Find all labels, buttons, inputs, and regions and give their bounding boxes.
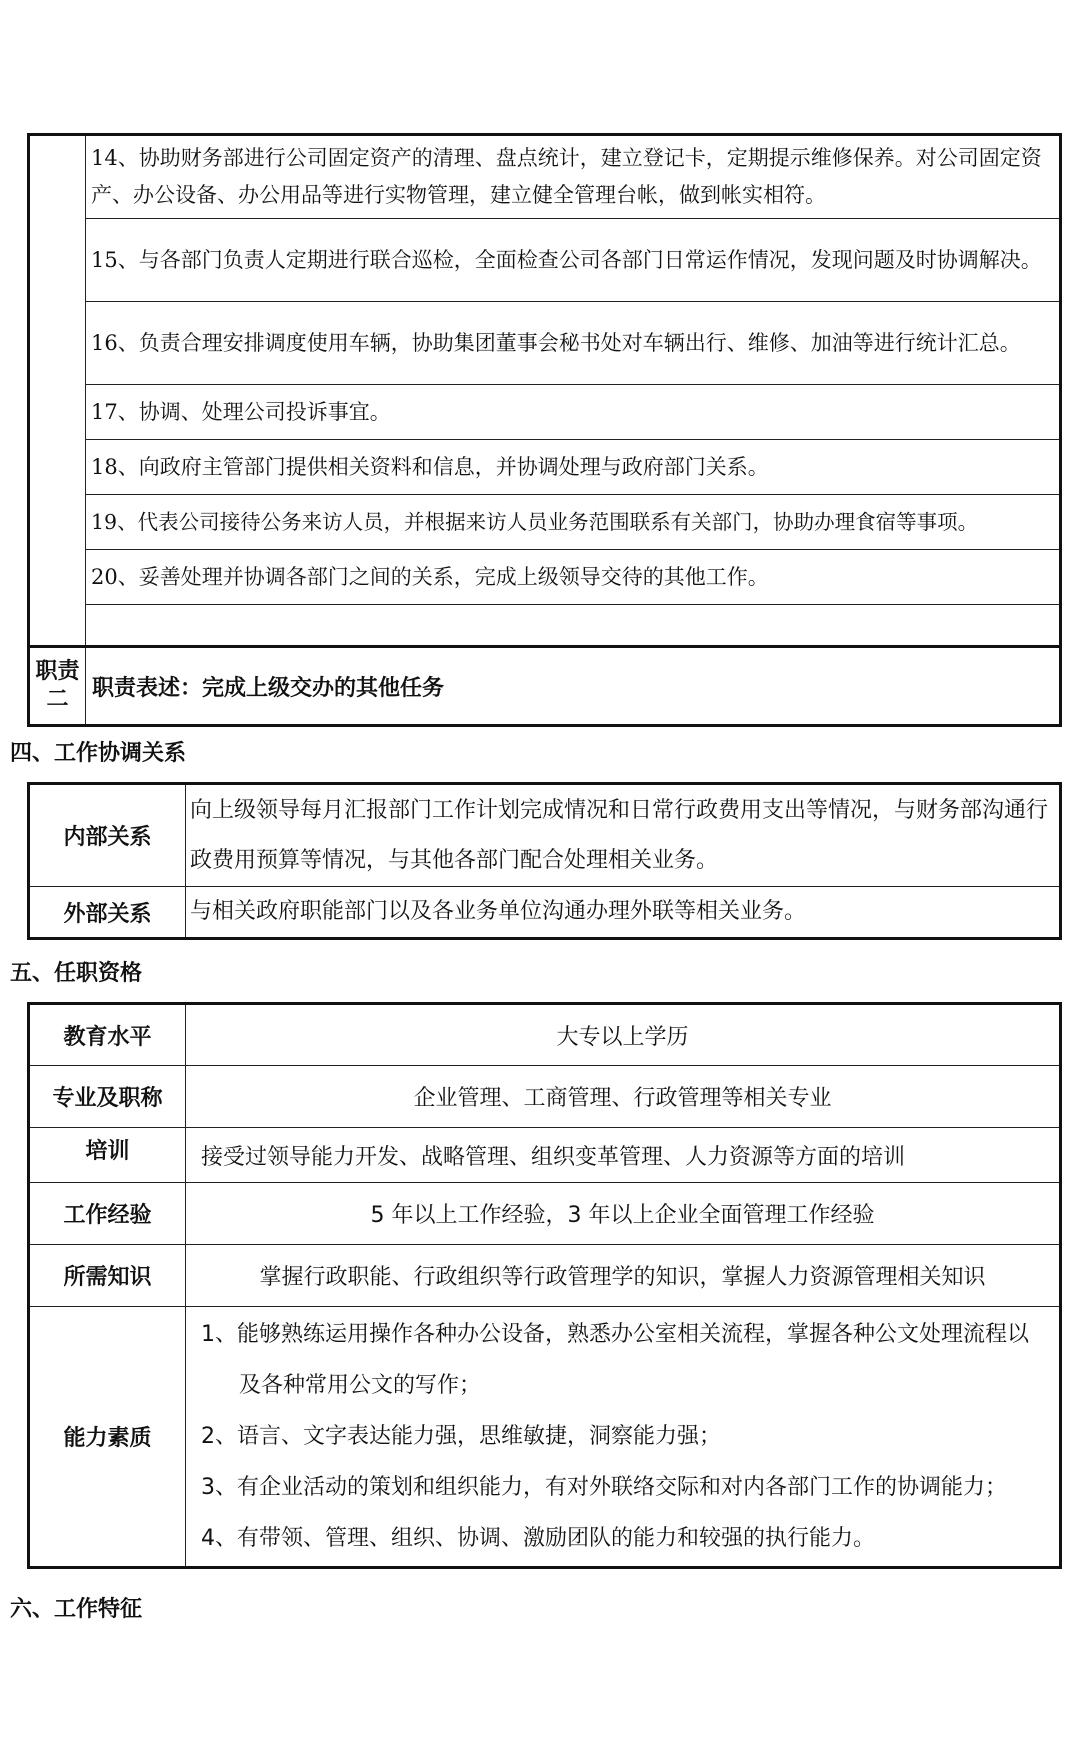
table-row <box>29 495 1061 550</box>
experience-label: 工作经验 <box>29 1183 186 1245</box>
ability-item-2: 2、语言、文字表达能力强，思维敏捷，洞察能力强； <box>201 1424 721 1449</box>
relations-table <box>27 782 1062 940</box>
training-value: 接受过领导能力开发、战略管理、组织变革管理、人力资源等方面的培训 <box>186 1128 1061 1183</box>
ability-item-1: 1、能够熟练运用操作各种办公设备，熟悉办公室相关流程，掌握各种公文处理流程以 <box>201 1322 1029 1347</box>
duty-item-19: 19、代表公司接待公务来访人员，并根据来访人员业务范围联系有关部门，协助办理食宿等事项。 <box>86 495 1061 550</box>
qualifications-table <box>27 1002 1062 1569</box>
duty-item-15: 15、与各部门负责人定期进行联合巡检，全面检查公司各部门日常运作情况，发现问题及时协调解决。 <box>86 219 1061 302</box>
table-row <box>29 605 1061 647</box>
table-row <box>29 302 1061 385</box>
duty-item-20: 20、妥善处理并协调各部门之间的关系，完成上级领导交待的其他工作。 <box>86 550 1061 605</box>
duty-two-row <box>29 647 1061 726</box>
internal-relations-label: 内部关系 <box>29 784 186 887</box>
table-row <box>29 1004 1061 1066</box>
table-row <box>29 887 1061 939</box>
major-label: 专业及职称 <box>29 1066 186 1128</box>
duty-two-description: 职责表述：完成上级交办的其他任务 <box>86 647 1061 726</box>
section-title-relations: 四、工作协调关系 <box>10 741 187 766</box>
knowledge-label: 所需知识 <box>29 1245 186 1307</box>
duty-one-label-cell <box>29 135 86 647</box>
ability-label: 能力素质 <box>29 1307 186 1568</box>
table-row <box>29 385 1061 440</box>
duty-item-17: 17、协调、处理公司投诉事宜。 <box>86 385 1061 440</box>
duty-item-14: 14、协助财务部进行公司固定资产的清理、盘点统计，建立登记卡，定期提示维修保养。对公司固定资产、办公设备、办公用品等进行实物管理，建立健全管理台帐，做到帐实相符。 <box>86 135 1061 219</box>
education-value: 大专以上学历 <box>186 1004 1061 1066</box>
table-row <box>29 1245 1061 1307</box>
major-value: 企业管理、工商管理、行政管理等相关专业 <box>186 1066 1061 1128</box>
section-title-work-features: 六、工作特征 <box>10 1597 143 1622</box>
duties-table <box>27 133 1062 727</box>
table-row <box>29 550 1061 605</box>
duty-item-16: 16、负责合理安排调度使用车辆，协助集团董事会秘书处对车辆出行、维修、加油等进行统计汇总。 <box>86 302 1061 385</box>
training-label: 培训 <box>29 1128 186 1183</box>
knowledge-value: 掌握行政职能、行政组织等行政管理学的知识，掌握人力资源管理相关知识 <box>186 1245 1061 1307</box>
section-title-qualifications: 五、任职资格 <box>10 961 143 986</box>
external-relations-text: 与相关政府职能部门以及各业务单位沟通办理外联等相关业务。 <box>186 887 1061 939</box>
table-row <box>29 784 1061 887</box>
table-row <box>29 1128 1061 1183</box>
ability-item-4: 4、有带领、管理、组织、协调、激励团队的能力和较强的执行能力。 <box>201 1526 875 1551</box>
experience-value: 5 年以上工作经验，3 年以上企业全面管理工作经验 <box>186 1183 1061 1245</box>
duty-item-empty <box>86 605 1061 647</box>
table-row <box>29 440 1061 495</box>
table-row <box>29 219 1061 302</box>
external-relations-label: 外部关系 <box>29 887 186 939</box>
table-row <box>29 1307 1061 1568</box>
ability-list <box>186 1307 1061 1568</box>
education-label: 教育水平 <box>29 1004 186 1066</box>
table-row <box>29 135 1061 219</box>
duty-item-18: 18、向政府主管部门提供相关资料和信息，并协调处理与政府部门关系。 <box>86 440 1061 495</box>
internal-relations-text: 向上级领导每月汇报部门工作计划完成情况和日常行政费用支出等情况，与财务部沟通行政费用预算等情况，与其他各部门配合处理相关业务。 <box>186 784 1061 887</box>
table-row <box>29 1183 1061 1245</box>
ability-item-3: 3、有企业活动的策划和组织能力，有对外联络交际和对内各部门工作的协调能力； <box>201 1475 1007 1500</box>
duty-two-label: 职责二 <box>29 647 86 726</box>
table-row <box>29 1066 1061 1128</box>
ability-item-1-cont: 及各种常用公文的写作； <box>239 1373 482 1398</box>
